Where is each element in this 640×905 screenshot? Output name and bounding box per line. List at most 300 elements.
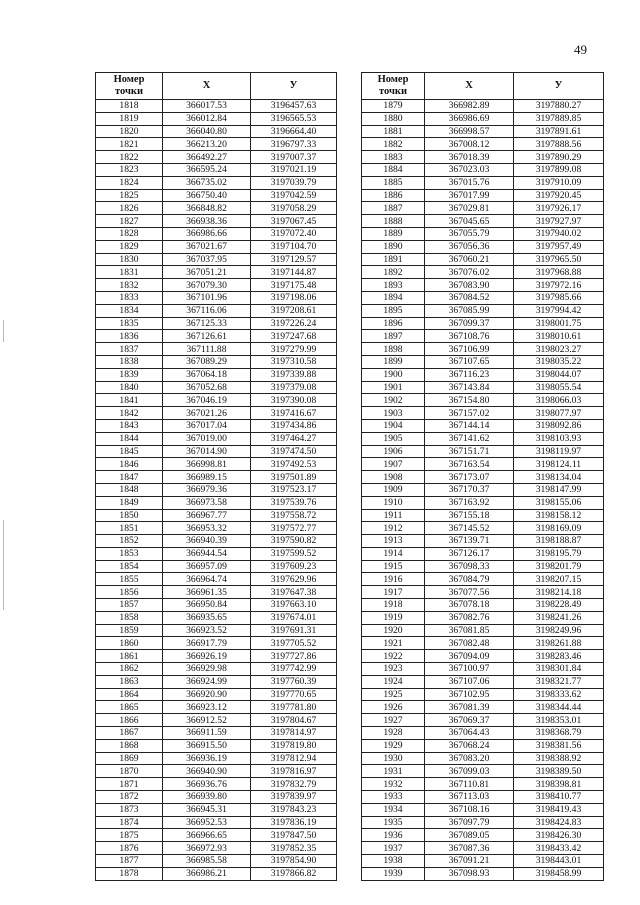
- cell-y: 3197836.19: [251, 816, 337, 829]
- cell-x: 367170.37: [425, 483, 514, 496]
- cell-point-number: 1892: [362, 266, 425, 279]
- cell-y: 3197891.61: [514, 125, 604, 138]
- column-header-point-number: [362, 73, 425, 100]
- table-row: [96, 138, 337, 151]
- table-row: [362, 355, 604, 368]
- cell-x: 366998.81: [163, 458, 251, 471]
- cell-y: 3198207.15: [514, 573, 604, 586]
- cell-y: 3197021.19: [251, 163, 337, 176]
- table-row: [362, 471, 604, 484]
- table-row: [362, 535, 604, 548]
- column-header-x: X: [163, 73, 251, 100]
- cell-x: 366595.24: [163, 163, 251, 176]
- cell-point-number: 1865: [96, 701, 163, 714]
- table-row: [96, 343, 337, 356]
- table-row: [362, 125, 604, 138]
- cell-x: 367108.16: [425, 803, 514, 816]
- table-row: [362, 803, 604, 816]
- cell-point-number: 1920: [362, 624, 425, 637]
- table-row: [362, 368, 604, 381]
- cell-y: 3197852.35: [251, 842, 337, 855]
- table-row: [362, 240, 604, 253]
- cell-point-number: 1843: [96, 419, 163, 432]
- table-row: [96, 586, 337, 599]
- cell-y: 3197920.45: [514, 189, 604, 202]
- cell-point-number: 1868: [96, 739, 163, 752]
- table-row: [362, 765, 604, 778]
- cell-y: 3198301.84: [514, 663, 604, 676]
- table-row: [96, 855, 337, 868]
- cell-x: 366929.98: [163, 663, 251, 676]
- table-row: [96, 240, 337, 253]
- cell-point-number: 1826: [96, 202, 163, 215]
- cell-x: 367021.26: [163, 407, 251, 420]
- table-row: [362, 624, 604, 637]
- column-header-y: У: [514, 73, 604, 100]
- cell-x: 367077.56: [425, 586, 514, 599]
- cell-point-number: 1883: [362, 151, 425, 164]
- cell-point-number: 1919: [362, 611, 425, 624]
- cell-point-number: 1851: [96, 522, 163, 535]
- cell-y: 3197770.65: [251, 688, 337, 701]
- cell-x: 367089.05: [425, 829, 514, 842]
- cell-y: 3197007.37: [251, 151, 337, 164]
- cell-point-number: 1902: [362, 394, 425, 407]
- table-row: [96, 215, 337, 228]
- cell-y: 3198381.56: [514, 739, 604, 752]
- cell-y: 3198201.79: [514, 560, 604, 573]
- cell-x: 367015.76: [425, 176, 514, 189]
- cell-x: 366961.35: [163, 586, 251, 599]
- cell-y: 3198419.43: [514, 803, 604, 816]
- table-row: [362, 381, 604, 394]
- cell-y: 3197042.59: [251, 189, 337, 202]
- cell-x: 367019.00: [163, 432, 251, 445]
- cell-y: 3197492.53: [251, 458, 337, 471]
- cell-y: 3197599.52: [251, 547, 337, 560]
- table-row: [362, 215, 604, 228]
- cell-y: 3197968.88: [514, 266, 604, 279]
- table-row: [96, 445, 337, 458]
- cell-point-number: 1931: [362, 765, 425, 778]
- cell-x: 366492.27: [163, 151, 251, 164]
- cell-y: 3198433.42: [514, 842, 604, 855]
- table-row: [362, 330, 604, 343]
- table-row: [96, 253, 337, 266]
- cell-point-number: 1855: [96, 573, 163, 586]
- cell-y: 3198055.54: [514, 381, 604, 394]
- cell-y: 3197926.17: [514, 202, 604, 215]
- cell-x: 366915.50: [163, 739, 251, 752]
- cell-point-number: 1879: [362, 100, 425, 113]
- cell-y: 3197705.52: [251, 637, 337, 650]
- cell-point-number: 1857: [96, 599, 163, 612]
- table-row: [96, 458, 337, 471]
- cell-x: 367068.24: [425, 739, 514, 752]
- table-row: [96, 266, 337, 279]
- table-row: [96, 317, 337, 330]
- table-row: [96, 535, 337, 548]
- table-row: [362, 816, 604, 829]
- cell-y: 3197927.97: [514, 215, 604, 228]
- cell-point-number: 1829: [96, 240, 163, 253]
- cell-x: 367144.14: [425, 419, 514, 432]
- cell-y: 3197854.90: [251, 855, 337, 868]
- cell-point-number: 1832: [96, 279, 163, 292]
- table-row: [96, 163, 337, 176]
- cell-x: 367046.19: [163, 394, 251, 407]
- cell-point-number: 1835: [96, 317, 163, 330]
- column-header-y: У: [251, 73, 337, 100]
- cell-x: 367052.68: [163, 381, 251, 394]
- cell-point-number: 1937: [362, 842, 425, 855]
- cell-x: 366923.12: [163, 701, 251, 714]
- table-row: [96, 547, 337, 560]
- cell-y: 3197832.79: [251, 778, 337, 791]
- cell-x: 367023.03: [425, 163, 514, 176]
- cell-x: 366986.69: [425, 112, 514, 125]
- cell-y: 3197067.45: [251, 215, 337, 228]
- left-margin-mark-bottom: [3, 520, 4, 610]
- cell-y: 3198261.88: [514, 637, 604, 650]
- cell-point-number: 1858: [96, 611, 163, 624]
- table-row: [96, 650, 337, 663]
- cell-x: 367060.21: [425, 253, 514, 266]
- cell-point-number: 1908: [362, 471, 425, 484]
- cell-point-number: 1861: [96, 650, 163, 663]
- table-row: [96, 471, 337, 484]
- cell-y: 3198443.01: [514, 855, 604, 868]
- cell-point-number: 1896: [362, 317, 425, 330]
- cell-y: 3197760.39: [251, 675, 337, 688]
- cell-y: 3197880.27: [514, 100, 604, 113]
- cell-point-number: 1905: [362, 432, 425, 445]
- cell-y: 3198368.79: [514, 727, 604, 740]
- cell-x: 367018.39: [425, 151, 514, 164]
- cell-y: 3197208.61: [251, 304, 337, 317]
- cell-point-number: 1899: [362, 355, 425, 368]
- cell-point-number: 1891: [362, 253, 425, 266]
- cell-y: 3197058.29: [251, 202, 337, 215]
- cell-x: 366936.19: [163, 752, 251, 765]
- table-row: [96, 752, 337, 765]
- cell-point-number: 1904: [362, 419, 425, 432]
- cell-point-number: 1938: [362, 855, 425, 868]
- cell-x: 367098.93: [425, 867, 514, 880]
- cell-point-number: 1848: [96, 483, 163, 496]
- cell-point-number: 1935: [362, 816, 425, 829]
- cell-point-number: 1866: [96, 714, 163, 727]
- table-row: [362, 842, 604, 855]
- cell-x: 367082.48: [425, 637, 514, 650]
- cell-point-number: 1870: [96, 765, 163, 778]
- cell-y: 3198321.77: [514, 675, 604, 688]
- table-row: [362, 855, 604, 868]
- table-row: [96, 125, 337, 138]
- cell-y: 3198344.44: [514, 701, 604, 714]
- cell-y: 3198023.27: [514, 343, 604, 356]
- cell-x: 367017.99: [425, 189, 514, 202]
- table-row: [96, 330, 337, 343]
- table-row: [96, 189, 337, 202]
- table-row: [362, 279, 604, 292]
- cell-x: 366989.15: [163, 471, 251, 484]
- column-header-point-number: [96, 73, 163, 100]
- cell-x: 367017.04: [163, 419, 251, 432]
- cell-y: 3198398.81: [514, 778, 604, 791]
- cell-x: 367110.81: [425, 778, 514, 791]
- cell-point-number: 1850: [96, 509, 163, 522]
- cell-x: 367055.79: [425, 227, 514, 240]
- cell-y: 3198092.86: [514, 419, 604, 432]
- cell-y: 3198147.99: [514, 483, 604, 496]
- cell-y: 3197279.99: [251, 343, 337, 356]
- cell-x: 367126.17: [425, 547, 514, 560]
- cell-point-number: 1907: [362, 458, 425, 471]
- cell-y: 3198426.30: [514, 829, 604, 842]
- table-row: [96, 407, 337, 420]
- cell-point-number: 1840: [96, 381, 163, 394]
- cell-point-number: 1839: [96, 368, 163, 381]
- cell-x: 367008.12: [425, 138, 514, 151]
- cell-point-number: 1900: [362, 368, 425, 381]
- cell-point-number: 1849: [96, 496, 163, 509]
- cell-point-number: 1895: [362, 304, 425, 317]
- coordinates-table-left: [95, 72, 337, 881]
- cell-y: 3197957.49: [514, 240, 604, 253]
- cell-x: 367157.02: [425, 407, 514, 420]
- cell-point-number: 1928: [362, 727, 425, 740]
- cell-y: 3196457.63: [251, 100, 337, 113]
- table-row: [96, 291, 337, 304]
- table-row: [362, 611, 604, 624]
- cell-x: 367089.29: [163, 355, 251, 368]
- cell-y: 3198195.79: [514, 547, 604, 560]
- cell-point-number: 1933: [362, 791, 425, 804]
- table-row: [362, 663, 604, 676]
- cell-y: 3197144.87: [251, 266, 337, 279]
- table-row: [96, 791, 337, 804]
- cell-x: 367113.03: [425, 791, 514, 804]
- cell-x: 366966.65: [163, 829, 251, 842]
- table-body: [96, 100, 337, 881]
- cell-x: 367139.71: [425, 535, 514, 548]
- table-row: [96, 419, 337, 432]
- cell-x: 367037.95: [163, 253, 251, 266]
- cell-y: 3197629.96: [251, 573, 337, 586]
- cell-point-number: 1823: [96, 163, 163, 176]
- table-row: [362, 778, 604, 791]
- cell-point-number: 1903: [362, 407, 425, 420]
- cell-point-number: 1875: [96, 829, 163, 842]
- table-row: [96, 829, 337, 842]
- cell-y: 3197072.40: [251, 227, 337, 240]
- cell-point-number: 1853: [96, 547, 163, 560]
- cell-point-number: 1915: [362, 560, 425, 573]
- table-row: [96, 202, 337, 215]
- cell-x: 366940.39: [163, 535, 251, 548]
- cell-x: 367145.52: [425, 522, 514, 535]
- table-header-row: [362, 73, 604, 100]
- cell-y: 3197804.67: [251, 714, 337, 727]
- cell-x: 367125.33: [163, 317, 251, 330]
- cell-x: 366012.84: [163, 112, 251, 125]
- table-row: [362, 483, 604, 496]
- table-row: [362, 100, 604, 113]
- table-row: [96, 355, 337, 368]
- cell-point-number: 1913: [362, 535, 425, 548]
- cell-point-number: 1927: [362, 714, 425, 727]
- cell-y: 3198283.46: [514, 650, 604, 663]
- table-row: [96, 304, 337, 317]
- cell-y: 3197198.06: [251, 291, 337, 304]
- cell-y: 3197247.68: [251, 330, 337, 343]
- cell-x: 366986.21: [163, 867, 251, 880]
- cell-x: 367051.21: [163, 266, 251, 279]
- cell-point-number: 1929: [362, 739, 425, 752]
- cell-y: 3197888.56: [514, 138, 604, 151]
- cell-y: 3198066.03: [514, 394, 604, 407]
- cell-x: 367069.37: [425, 714, 514, 727]
- cell-y: 3197910.09: [514, 176, 604, 189]
- table-row: [362, 266, 604, 279]
- cell-x: 367045.65: [425, 215, 514, 228]
- cell-point-number: 1926: [362, 701, 425, 714]
- cell-point-number: 1846: [96, 458, 163, 471]
- cell-x: 367083.90: [425, 279, 514, 292]
- cell-x: 366944.54: [163, 547, 251, 560]
- cell-point-number: 1894: [362, 291, 425, 304]
- cell-y: 3197609.23: [251, 560, 337, 573]
- cell-y: 3198228.49: [514, 599, 604, 612]
- cell-x: 366923.52: [163, 624, 251, 637]
- table-row: [362, 138, 604, 151]
- cell-point-number: 1885: [362, 176, 425, 189]
- table-header-row: [96, 73, 337, 100]
- cell-x: 366911.59: [163, 727, 251, 740]
- cell-x: 366979.36: [163, 483, 251, 496]
- cell-x: 367084.79: [425, 573, 514, 586]
- cell-point-number: 1888: [362, 215, 425, 228]
- cell-y: 3197674.01: [251, 611, 337, 624]
- table-row: [362, 445, 604, 458]
- cell-point-number: 1925: [362, 688, 425, 701]
- cell-point-number: 1821: [96, 138, 163, 151]
- cell-x: 366945.31: [163, 803, 251, 816]
- cell-point-number: 1884: [362, 163, 425, 176]
- cell-y: 3198124.11: [514, 458, 604, 471]
- cell-y: 3197994.42: [514, 304, 604, 317]
- table-row: [96, 778, 337, 791]
- cell-x: 367099.37: [425, 317, 514, 330]
- cell-x: 366938.36: [163, 215, 251, 228]
- cell-point-number: 1936: [362, 829, 425, 842]
- cell-y: 3197379.08: [251, 381, 337, 394]
- cell-point-number: 1844: [96, 432, 163, 445]
- cell-point-number: 1824: [96, 176, 163, 189]
- cell-y: 3198388.92: [514, 752, 604, 765]
- cell-y: 3197843.23: [251, 803, 337, 816]
- cell-x: 366735.02: [163, 176, 251, 189]
- table-row: [96, 675, 337, 688]
- cell-point-number: 1906: [362, 445, 425, 458]
- cell-point-number: 1916: [362, 573, 425, 586]
- cell-point-number: 1820: [96, 125, 163, 138]
- cell-y: 3198077.97: [514, 407, 604, 420]
- cell-x: 366964.74: [163, 573, 251, 586]
- cell-y: 3197742.99: [251, 663, 337, 676]
- cell-x: 366982.89: [425, 100, 514, 113]
- cell-point-number: 1830: [96, 253, 163, 266]
- cell-point-number: 1881: [362, 125, 425, 138]
- cell-point-number: 1921: [362, 637, 425, 650]
- table-row: [96, 701, 337, 714]
- cell-x: 367098.33: [425, 560, 514, 573]
- table-row: [96, 624, 337, 637]
- table-row: [96, 112, 337, 125]
- table-row: [362, 675, 604, 688]
- cell-y: 3197889.85: [514, 112, 604, 125]
- cell-x: 367087.36: [425, 842, 514, 855]
- cell-y: 3198035.22: [514, 355, 604, 368]
- cell-x: 367155.18: [425, 509, 514, 522]
- cell-point-number: 1863: [96, 675, 163, 688]
- cell-point-number: 1917: [362, 586, 425, 599]
- cell-x: 367107.06: [425, 675, 514, 688]
- cell-y: 3198424.83: [514, 816, 604, 829]
- cell-x: 366848.82: [163, 202, 251, 215]
- table-row: [362, 586, 604, 599]
- cell-x: 367014.90: [163, 445, 251, 458]
- cell-point-number: 1887: [362, 202, 425, 215]
- cell-point-number: 1911: [362, 509, 425, 522]
- table-row: [362, 573, 604, 586]
- page-number: 49: [574, 42, 587, 57]
- cell-point-number: 1874: [96, 816, 163, 829]
- table-row: [96, 727, 337, 740]
- cell-x: 366936.76: [163, 778, 251, 791]
- cell-y: 3197104.70: [251, 240, 337, 253]
- cell-x: 366924.99: [163, 675, 251, 688]
- cell-point-number: 1873: [96, 803, 163, 816]
- table-row: [362, 458, 604, 471]
- cell-point-number: 1876: [96, 842, 163, 855]
- table-row: [362, 509, 604, 522]
- cell-y: 3197985.66: [514, 291, 604, 304]
- table-row: [96, 483, 337, 496]
- cell-point-number: 1842: [96, 407, 163, 420]
- cell-y: 3197523.17: [251, 483, 337, 496]
- cell-point-number: 1893: [362, 279, 425, 292]
- cell-point-number: 1910: [362, 496, 425, 509]
- table-row: [362, 419, 604, 432]
- cell-point-number: 1860: [96, 637, 163, 650]
- cell-x: 367056.36: [425, 240, 514, 253]
- cell-y: 3197310.58: [251, 355, 337, 368]
- cell-point-number: 1912: [362, 522, 425, 535]
- coordinates-table-right: [361, 72, 604, 881]
- cell-x: 367085.99: [425, 304, 514, 317]
- table-row: [362, 496, 604, 509]
- cell-y: 3197847.50: [251, 829, 337, 842]
- cell-point-number: 1869: [96, 752, 163, 765]
- cell-x: 366213.20: [163, 138, 251, 151]
- cell-x: 367081.39: [425, 701, 514, 714]
- cell-point-number: 1877: [96, 855, 163, 868]
- cell-point-number: 1856: [96, 586, 163, 599]
- cell-y: 3197866.82: [251, 867, 337, 880]
- cell-point-number: 1833: [96, 291, 163, 304]
